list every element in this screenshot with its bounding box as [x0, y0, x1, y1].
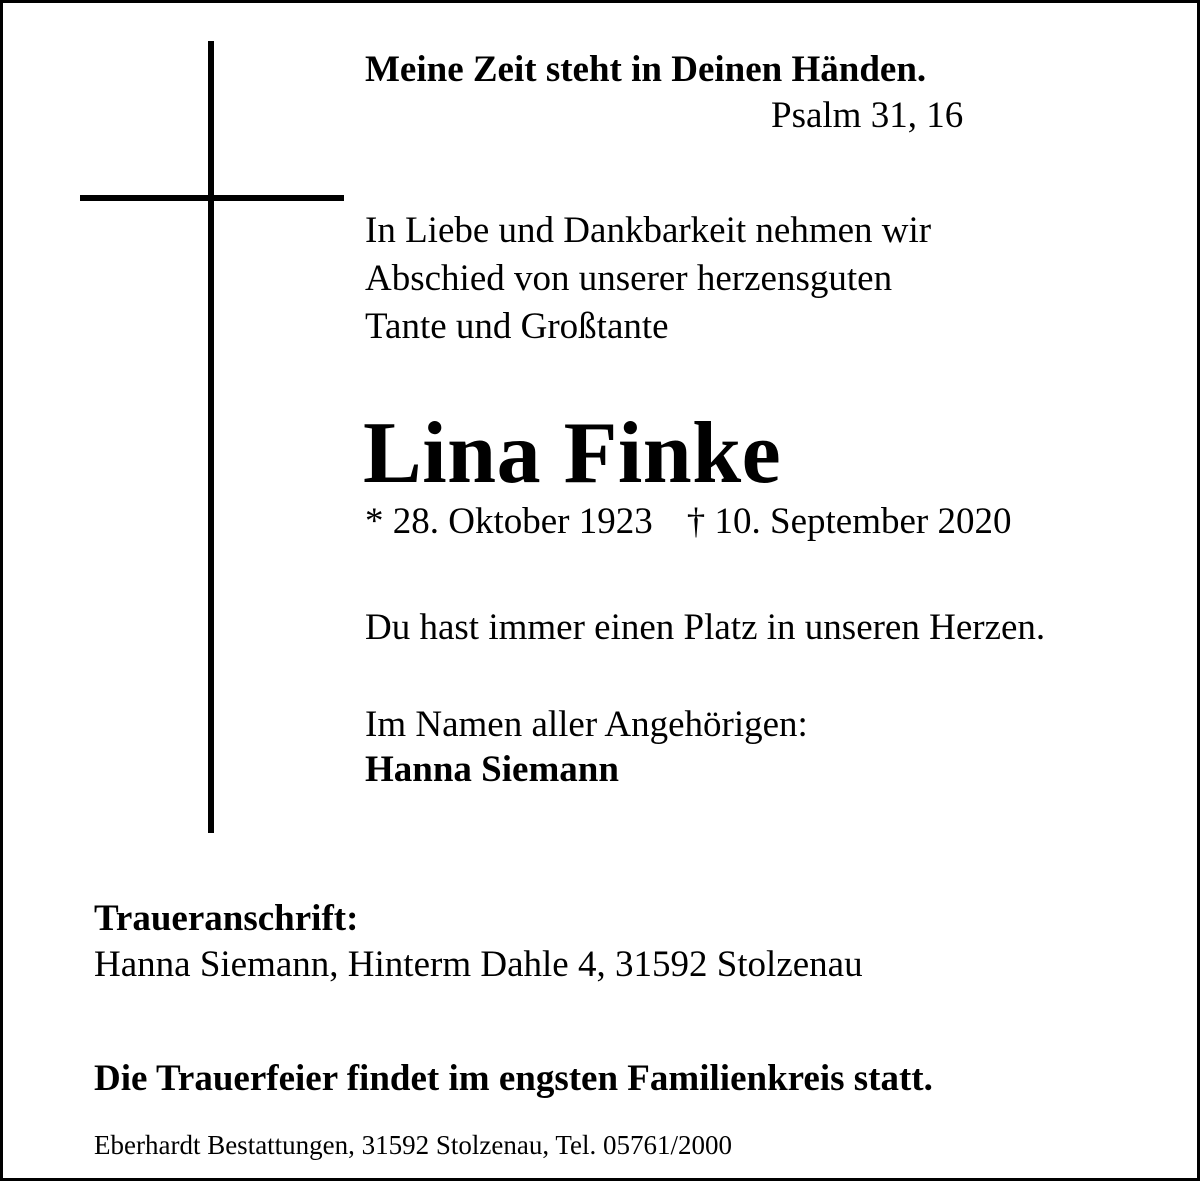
cross-vertical-bar	[208, 41, 214, 833]
ceremony-note: Die Trauerfeier findet im engsten Familienkreis statt.	[94, 1058, 933, 1099]
life-dates	[365, 503, 1011, 540]
deceased-name: Lina Finke	[363, 405, 782, 502]
undertaker-contact: Eberhardt Bestattungen, 31592 Stolzenau, Tel. 05761/2000	[94, 1130, 732, 1160]
intro-text	[365, 207, 931, 351]
bible-verse-reference: Psalm 31, 16	[771, 95, 964, 136]
mourning-address-label: Traueranschrift:	[94, 898, 359, 939]
signature-name: Hanna Siemann	[365, 749, 619, 790]
intro-line: Abschied von unserer herzensguten	[365, 258, 893, 299]
death-date: † 10. September 2020	[686, 501, 1012, 542]
mourning-address: Hanna Siemann, Hinterm Dahle 4, 31592 Stolzenau	[94, 944, 863, 985]
intro-line: Tante und Großtante	[365, 306, 669, 347]
cross-horizontal-bar	[80, 195, 344, 201]
birth-date: * 28. Oktober 1923	[365, 501, 653, 542]
signature-intro: Im Namen aller Angehörigen:	[365, 704, 808, 745]
memorial-saying: Du hast immer einen Platz in unseren Herzen.	[365, 607, 1046, 648]
bible-verse: Meine Zeit steht in Deinen Händen.	[365, 49, 927, 90]
intro-line: In Liebe und Dankbarkeit nehmen wir	[365, 210, 932, 251]
